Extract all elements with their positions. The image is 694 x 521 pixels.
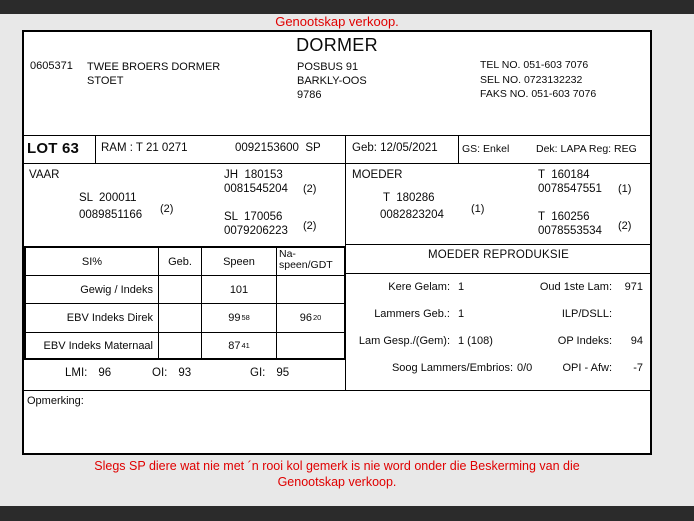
top-notice-text: Genootskap verkoop.: [275, 14, 399, 29]
oi-label: OI:: [152, 367, 168, 379]
row-label-ebv-maternaal: EBV Indeks Maternaal: [26, 333, 159, 358]
divider-lot-bottom: [22, 163, 652, 164]
gi-pair: [250, 367, 289, 379]
cell-direk-speen: 99 58: [202, 304, 277, 333]
stud-name: [87, 60, 220, 88]
value: 99: [228, 312, 241, 324]
opi-afw-label: OPI - Afw:: [562, 362, 612, 374]
value: 101: [229, 283, 249, 296]
table-header-naspeen: Na-speen/GDT: [277, 248, 344, 276]
dam-dam-note: (2): [618, 220, 632, 232]
op-indeks-value: 94: [630, 335, 643, 347]
mating-registration: Dek: LAPA Reg: REG: [536, 143, 637, 155]
dam-note: (1): [471, 203, 485, 215]
sire-reg: 0089851166: [79, 209, 143, 221]
dam-dam-id: T 160256: [538, 211, 590, 223]
fax-number: FAKS NO. 051-603 7076: [480, 88, 597, 100]
divider-lot-cell3: [458, 135, 459, 163]
lmi-label: LMI:: [65, 367, 88, 379]
sire-sire-id: JH 180153: [224, 169, 283, 181]
divider-repro-title: [345, 273, 652, 274]
sire-note: (2): [160, 203, 174, 215]
cell-gewig-geb: [159, 276, 202, 304]
oi-value: 93: [178, 367, 192, 379]
lammers-geb-label: Lammers Geb.:: [374, 308, 450, 320]
gi-value: 95: [276, 367, 290, 379]
dam-sire-note: (1): [618, 183, 632, 195]
sire-dam-note: (2): [303, 220, 317, 232]
soog-lammers-value: 0/0: [517, 362, 533, 374]
lam-gesp-value: 1 (108): [458, 335, 493, 347]
bottom-scroll-bar: [0, 506, 694, 521]
op-indeks-label: OP Indeks:: [557, 335, 612, 347]
value: 87: [228, 339, 241, 352]
sire-dam-id: SL 170056: [224, 211, 283, 223]
opi-afw-value: -7: [633, 362, 643, 374]
oi-pair: [152, 367, 191, 379]
cell-gewig-speen: [202, 276, 277, 304]
soog-lammers-label: Soog Lammers/Embrios:: [391, 362, 513, 374]
repro-row-3: [347, 335, 650, 351]
cell-number: SEL NO. 0723132232: [480, 73, 583, 86]
lmi-value: 96: [98, 367, 112, 379]
repro-row-1: [347, 281, 650, 297]
dam-dam-reg: 0078553534: [538, 225, 602, 237]
oud-1ste-lam-value: 971: [624, 281, 643, 293]
sire-id: SL 200011: [79, 192, 137, 204]
registration-number: 0092153600 SP: [235, 142, 321, 154]
stud-name-line1: TWEE BROERS DORMER: [87, 61, 221, 73]
member-number: 0605371: [30, 60, 73, 72]
dam-reg: 0082823204: [380, 209, 444, 221]
dam-sire-id: T 160184: [538, 169, 590, 181]
stud-address: [297, 60, 367, 102]
dam-id: T 180286: [383, 192, 435, 204]
cell-maternaal-speen: 87 41: [202, 333, 277, 358]
cell-direk-geb: [159, 304, 202, 333]
address-line1: POSBUS 91: [297, 61, 359, 73]
row-label-ebv-direk: EBV Indeks Direk: [26, 304, 159, 333]
divider-repro-top: [345, 244, 652, 245]
lmi-pair: [65, 367, 111, 379]
reproduction-title: MOEDER REPRODUKSIE: [428, 249, 569, 261]
oud-1ste-lam-label: Oud 1ste Lam:: [539, 281, 612, 293]
repro-row-4: [347, 362, 650, 378]
table-header-speen: Speen: [202, 248, 277, 276]
divider-lot-top: [22, 135, 652, 136]
stud-name-line2: STOET: [87, 75, 124, 87]
animal-id: RAM : T 21 0271: [101, 142, 188, 154]
lammers-geb-value: 1: [458, 308, 465, 320]
birth-status: GS: Enkel: [462, 143, 510, 155]
kere-gelam-label: Kere Gelam:: [388, 281, 450, 293]
bottom-notice-line1: Slegs SP diere wat nie met ´n rooi kol gemerk is nie word onder die Beskerming van die: [94, 459, 580, 473]
repro-row-2: [347, 308, 650, 324]
cell-maternaal-geb: [159, 333, 202, 358]
divider-remarks-top: [22, 390, 652, 391]
cell-gewig-naspeen: [277, 276, 344, 304]
cell-direk-naspeen: 96 20: [277, 304, 344, 333]
sire-sire-reg: 0081545204: [224, 183, 288, 195]
sire-sire-note: (2): [303, 183, 317, 195]
birth-date: Geb: 12/05/2021: [352, 142, 438, 154]
lam-gesp-label: Lam Gesp./(Gem):: [358, 335, 450, 347]
row-label-gewig: Gewig / Indeks: [26, 276, 159, 304]
bottom-notice-line2: Genootskap verkoop.: [277, 475, 397, 489]
cell-maternaal-naspeen: [277, 333, 344, 358]
table-header-geb: Geb.: [159, 248, 202, 276]
divider-lot-cell1: [95, 135, 96, 163]
dam-label: MOEDER: [352, 169, 403, 181]
address-line2: BARKLY-OOS: [297, 75, 367, 87]
kere-gelam-value: 1: [458, 281, 465, 293]
gi-label: GI:: [250, 367, 266, 379]
sire-dam-reg: 0079206223: [224, 225, 288, 237]
ilp-dsll-label: ILP/DSLL:: [561, 308, 612, 320]
breeding-index-table: [24, 246, 346, 360]
breed-title: DORMER: [296, 35, 378, 55]
stud-contacts: [480, 58, 596, 102]
phone-number: TEL NO. 051-603 7076: [480, 59, 589, 71]
lot-number: LOT 63: [27, 140, 80, 157]
address-line3: 9786: [297, 89, 322, 101]
top-scroll-bar: [0, 0, 694, 14]
table-header-si: SI%: [26, 248, 159, 276]
ilp-dsll-value: [612, 308, 650, 324]
dam-sire-reg: 0078547551: [538, 183, 602, 195]
sire-label: VAAR: [29, 169, 60, 181]
value: 96: [299, 312, 312, 324]
remarks-label: Opmerking:: [27, 395, 84, 407]
